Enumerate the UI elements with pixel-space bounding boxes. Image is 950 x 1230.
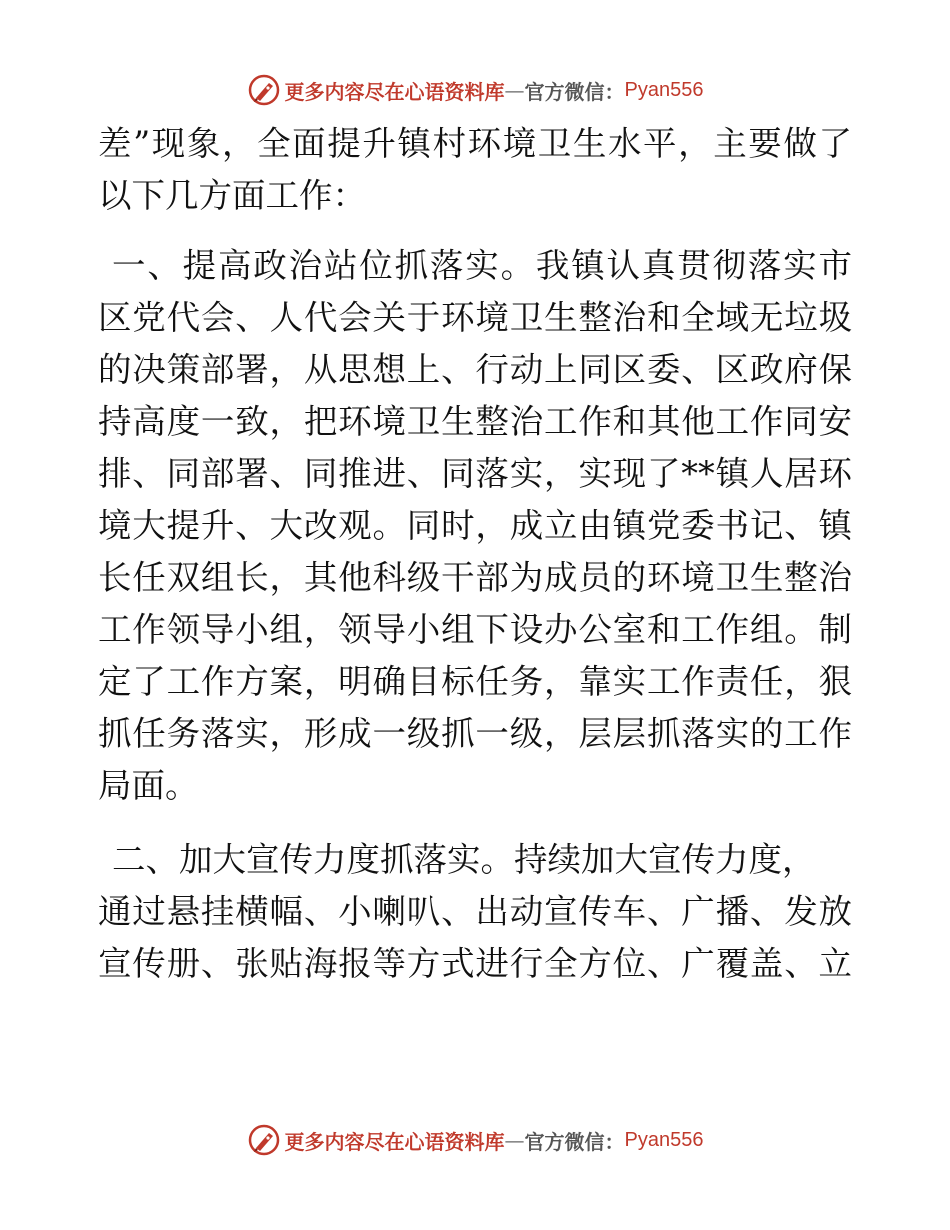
text-line: 工作领导小组，领导小组下设办公室和工作组。制	[98, 610, 852, 649]
text-line: 定了工作方案，明确目标任务，靠实工作责任，狠	[98, 662, 852, 701]
text-line: 区党代会、人代会关于环境卫生整治和全域无垃圾	[98, 298, 852, 337]
text-line: 宣传册、张贴海报等方式进行全方位、广覆盖、立	[98, 944, 852, 983]
text-line: 长任双组长，其他科级干部为成员的环境卫生整治	[98, 558, 852, 597]
banner-separator: —	[504, 78, 525, 102]
text-line: 以下几方面工作：	[98, 176, 366, 215]
banner-main-text: 更多内容尽在心语资料库	[284, 79, 505, 104]
text-line: 的决策部署，从思想上、行动上同区委、区政府保	[98, 350, 852, 389]
header-watermark-banner	[0, 70, 950, 110]
text-line: 差”现象，全面提升镇村环境卫生水平，主要做了	[98, 124, 852, 163]
text-line: 通过悬挂横幅、小喇叭、出动宣传车、广播、发放	[98, 892, 852, 931]
text-line: 排、同部署、同推进、同落实，实现了**镇人居环	[98, 454, 852, 493]
pen-nib-logo-icon	[247, 1123, 281, 1157]
footer-watermark-banner	[0, 1120, 950, 1160]
section-heading-line: 一、提高政治站位抓落实。我镇认真贯彻落实市	[112, 246, 852, 285]
banner-contact-label: 官方微信：	[524, 1129, 625, 1154]
banner-contact-id: Pyan556	[624, 78, 704, 101]
banner-separator: —	[504, 1128, 525, 1152]
text-line: 境大提升、大改观。同时，成立由镇党委书记、镇	[98, 506, 852, 545]
document-body	[98, 118, 852, 990]
text-line: 局面。	[98, 766, 199, 805]
section-heading-line: 二、加大宣传力度抓落实。持续加大宣传力度，	[112, 840, 816, 879]
banner-contact-label: 官方微信：	[524, 79, 625, 104]
text-line: 抓任务落实，形成一级抓一级，层层抓落实的工作	[98, 714, 852, 753]
pen-nib-logo-icon	[247, 73, 281, 107]
banner-contact-id: Pyan556	[624, 1128, 704, 1151]
banner-main-text: 更多内容尽在心语资料库	[284, 1129, 505, 1154]
text-line: 持高度一致，把环境卫生整治工作和其他工作同安	[98, 402, 852, 441]
